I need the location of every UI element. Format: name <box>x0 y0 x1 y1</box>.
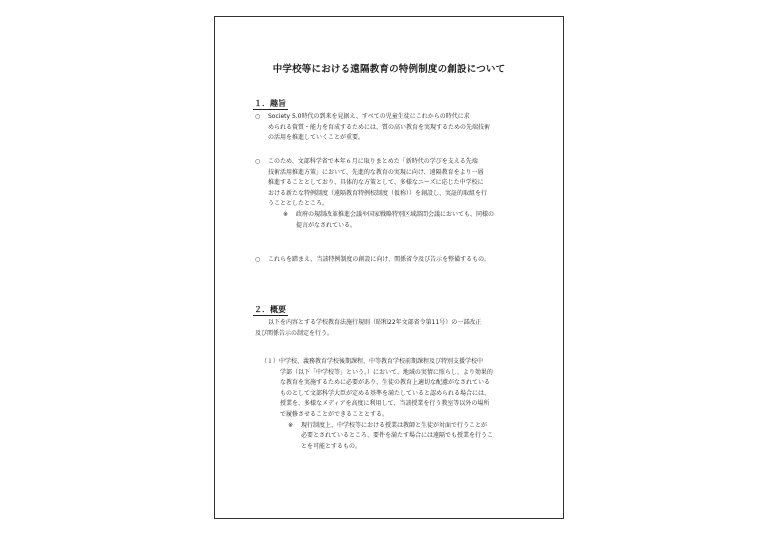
text-line: このため、文部科学省で本年６月に取りまとめた「新時代の学びを支える先端 <box>268 158 478 165</box>
text-line: Society 5.0時代の到来を見据え、すべての児童生徒にこれからの時代に求 <box>268 113 470 120</box>
text-line: 政府の規制改革推進会議や国家戦略特別区域諮問会議においても、同様の <box>296 210 495 218</box>
item-mark: （１） <box>261 358 280 365</box>
text-line: な教育を実施するために必要があり、生徒の教育上適切な配慮がなされている <box>280 379 491 387</box>
text-line: められる資質・能力を育成するためには、質の高い教育を実現するための先端技術 <box>268 123 491 131</box>
note-mark: ※ <box>283 210 289 218</box>
text-line: これらを踏まえ、当該特例制度の創設に向け、関係省令及び告示を整備するもの。 <box>268 256 490 263</box>
text-line: 以下を内容とする学校教育法施行規則（昭和22年文部省令第11号）の一部改正 <box>268 319 482 326</box>
document-page <box>214 16 564 519</box>
text-line: で履修させることができることとする。 <box>280 410 389 418</box>
text-line: おける新たな特例制度（遠隔教育特例校制度（仮称））を創設し、実証的取組を行 <box>268 189 488 197</box>
bullet-paragraph-3 <box>255 255 490 266</box>
bullet-mark: ○ <box>255 256 261 263</box>
overview-intro <box>255 318 482 339</box>
note-mark: ※ <box>288 421 294 429</box>
section-heading-overview: ２．概要 <box>254 305 286 314</box>
text-line: 現行制度上、中学校等における授業は教師と生徒が対面で行うことが <box>301 421 488 429</box>
bullet-mark: ○ <box>255 113 261 120</box>
bullet-mark: ○ <box>255 158 261 165</box>
text-line: 技術活用推進方策」において、先進的な教育の実現に向け、遠隔教育をより一層 <box>268 168 484 176</box>
text-line: うこととしたところ。 <box>268 200 329 208</box>
text-line: 必要とされているところ、要件を満たす場合には遠隔でも授業を行うこ <box>301 432 494 440</box>
text-line: とを可能とするもの。 <box>301 442 361 450</box>
bullet-paragraph-1 <box>255 112 490 144</box>
bullet-paragraph-2 <box>255 157 494 231</box>
text-line: ものとして文部科学大臣が定める基準を満たしていると認められる場合には、 <box>280 389 491 397</box>
section-heading-purpose: １．趣旨 <box>254 99 286 108</box>
text-line: 授業を、多様なメディアを高度に利用して、当該授業を行う教室等以外の場所 <box>280 400 490 408</box>
text-line: 提言がなされている。 <box>296 221 357 229</box>
text-line: 中学校、義務教育学校後期課程、中等教育学校前期課程及び特別支援学校中 <box>279 358 484 365</box>
overview-item-1 <box>261 357 493 452</box>
text-line: 学部（以下「中学校等」という。）において、地域の実情に照らし、より効果的 <box>280 368 493 376</box>
text-line: 推進することとしており、具体的な方策として、多様なニーズに応じた中学校に <box>268 179 484 187</box>
text-line: の活用を推進していくことが重要。 <box>268 134 365 142</box>
text-line: 及び関係告示の制定を行う。 <box>255 329 334 337</box>
document-title: 中学校等における遠隔教育の特例制度の創設について <box>272 64 506 75</box>
